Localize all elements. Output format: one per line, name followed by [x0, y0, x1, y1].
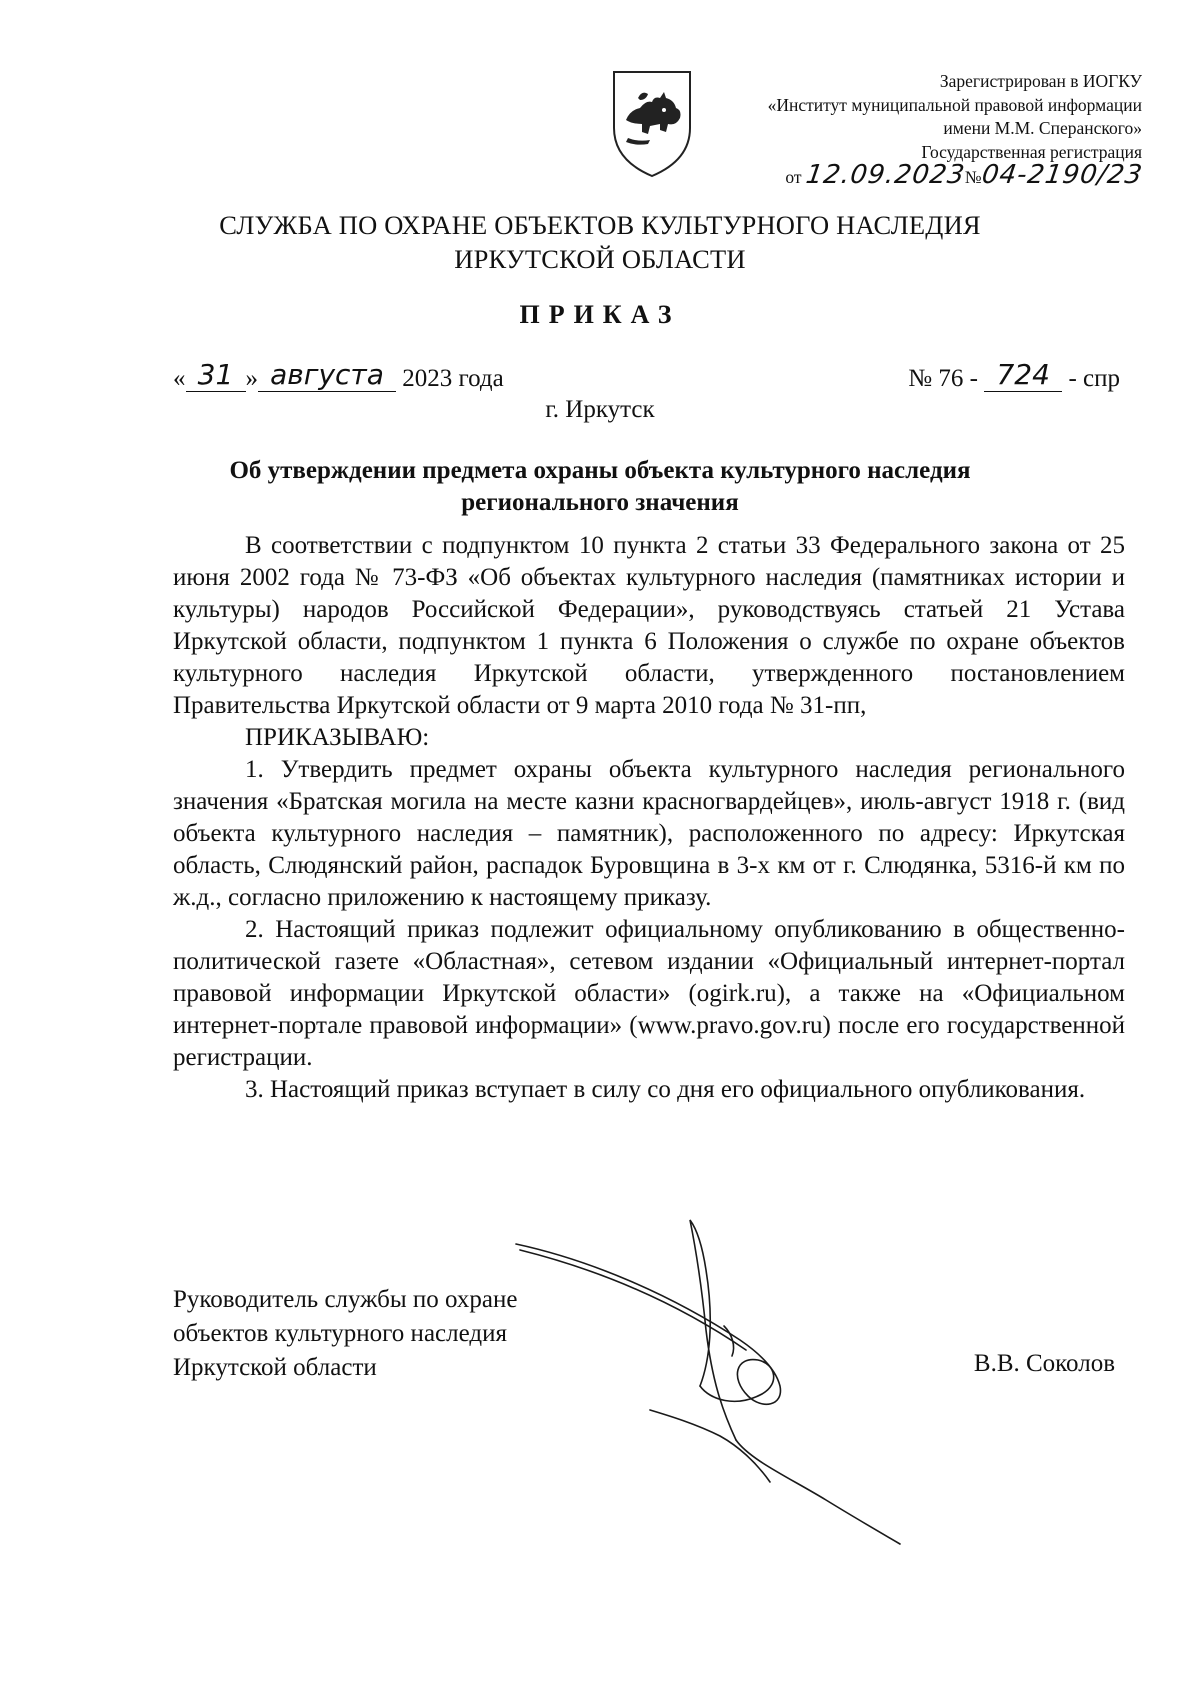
order-month: августа [270, 358, 384, 391]
order-number-prefix: № 76 - [908, 365, 978, 392]
order-month-field [258, 358, 396, 392]
order-number [908, 360, 1120, 394]
registration-line: Государственная регистрация [921, 141, 1142, 162]
subject-line: Об утверждении предмета охраны объекта культурного наследия [229, 457, 971, 484]
signer-title [173, 1283, 517, 1385]
registration-number: 04-2190/23 [979, 160, 1145, 190]
order-number-value: 724 [996, 358, 1050, 391]
signer-title-line: объектов культурного наследия [173, 1320, 507, 1347]
order-body [173, 530, 1125, 1106]
order-number-field [984, 358, 1062, 392]
registration-line: имени М.М. Сперанского» [943, 118, 1142, 138]
signer-title-line: Иркутской области [173, 1354, 377, 1381]
order-day: 31 [197, 358, 234, 391]
order-subject [0, 455, 1200, 519]
coat-of-arms-icon [608, 68, 696, 180]
order-number-suffix: - спр [1068, 365, 1120, 392]
command-word: ПРИКАЗЫВАЮ: [245, 724, 430, 751]
order-date [173, 360, 504, 394]
issue-city: г. Иркутск [545, 396, 655, 423]
order-item-3: 3. Настоящий приказ вступает в силу со дня его официального опубликования. [245, 1076, 1086, 1103]
registration-block [767, 70, 1145, 190]
registration-line: Зарегистрирован в ИОГКУ [939, 71, 1142, 91]
registration-number-sign: № [964, 167, 982, 187]
order-day-field [186, 358, 246, 392]
open-quote: « [173, 365, 186, 392]
preamble-paragraph: В соответствии с подпунктом 10 пункта 2 статьи 33 Федерального закона от 25 июня 2002 года № 73-ФЗ «Об объектах культурного наследия (памятниках истории и культуры) народов Российской Федерации», руководствуясь статьей 21 Устава Иркутской области, подпунктом 1 пункта 6 Положения о службе по охране объектов культурного наследия Иркутской области, утвержденного постановлением Правительства Иркутской области от 9 марта 2010 года № 31-пп, [173, 532, 1125, 719]
agency-line: ИРКУТСКОЙ ОБЛАСТИ [454, 244, 746, 274]
subject-line: регионального значения [461, 489, 739, 516]
signature-icon [500, 1210, 940, 1590]
order-year: 2023 года [402, 365, 504, 392]
registration-date-prefix: от [785, 167, 802, 187]
order-item-1: 1. Утвердить предмет охраны объекта культурного наследия регионального значения «Братская могила на месте казни красногвардейцев», июль-август 1918 г. (вид объекта культурного наследия – памятник), расположенного по адресу: Иркутская область, Слюдянский район, распадок Буровщина в 3-х км от г. Слюдянка, 5316-й км по ж.д., согласно приложению к настоящему приказу. [173, 756, 1125, 911]
signer-name: В.В. Соколов [973, 1350, 1115, 1377]
agency-line: СЛУЖБА ПО ОХРАНЕ ОБЪЕКТОВ КУЛЬТУРНОГО НАСЛЕДИЯ [219, 210, 981, 240]
agency-heading [0, 208, 1200, 276]
close-quote: » [245, 365, 258, 392]
registration-date-line [768, 160, 1145, 190]
registration-line: «Институт муниципальной правовой информации [767, 94, 1142, 115]
order-item-2: 2. Настоящий приказ подлежит официальному опубликованию в общественно-политической газете «Областная», сетевом издании «Официальный интернет-портал правовой информации Иркутской области» (ogirk.ru), а также на «Официальном интернет-портале правовой информации» (www.pravo.gov.ru) после его государственной регистрации. [173, 916, 1125, 1071]
document-type-title: ПРИКАЗ [519, 300, 681, 329]
signer-title-line: Руководитель службы по охране [173, 1286, 518, 1313]
registration-date: 12.09.2023 [803, 160, 968, 190]
